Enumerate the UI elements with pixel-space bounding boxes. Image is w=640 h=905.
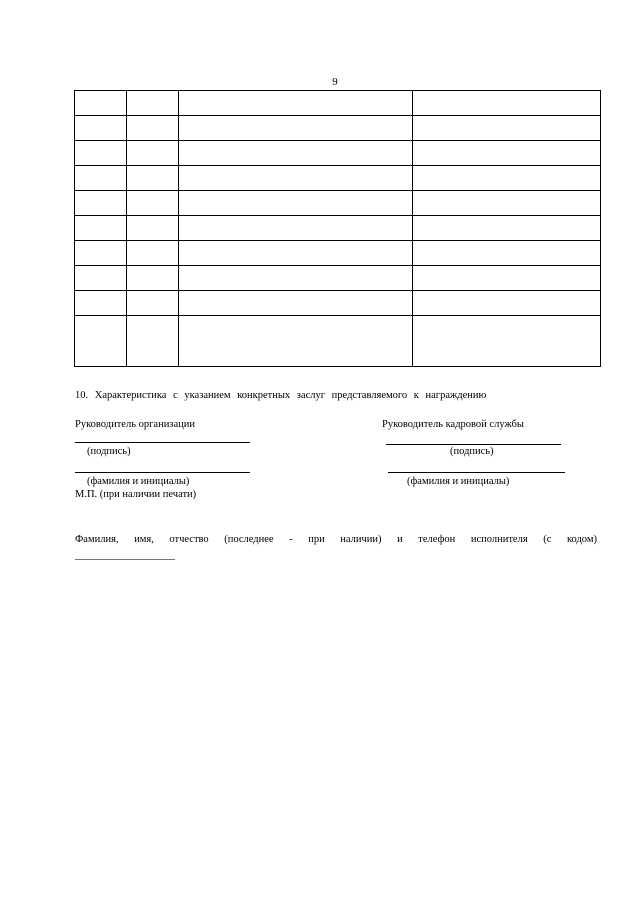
award-table-body <box>75 91 601 367</box>
table-cell <box>179 166 413 191</box>
table-cell <box>75 266 127 291</box>
table-cell <box>179 141 413 166</box>
table-cell <box>413 241 601 266</box>
right-name-line <box>388 472 565 473</box>
right-name-caption: (фамилия и инициалы) <box>407 476 510 487</box>
table-cell <box>127 91 179 116</box>
table-cell <box>127 241 179 266</box>
table-row <box>75 91 601 116</box>
table-cell <box>179 116 413 141</box>
table-cell <box>413 191 601 216</box>
table-cell <box>127 191 179 216</box>
table-row <box>75 166 601 191</box>
table-cell <box>75 141 127 166</box>
table-cell <box>127 166 179 191</box>
table-cell <box>413 216 601 241</box>
left-signature-line <box>75 442 250 443</box>
left-name-caption: (фамилия и инициалы) <box>87 476 190 487</box>
table-cell <box>179 266 413 291</box>
table-cell <box>75 291 127 316</box>
table-cell <box>179 216 413 241</box>
table-cell <box>179 316 413 367</box>
table-row <box>75 191 601 216</box>
table-cell <box>413 266 601 291</box>
table-row <box>75 216 601 241</box>
table-row <box>75 141 601 166</box>
right-signatory-title: Руководитель кадровой службы <box>382 419 524 430</box>
award-data-table <box>74 90 601 367</box>
table-cell <box>75 166 127 191</box>
table-row <box>75 266 601 291</box>
table-cell <box>127 116 179 141</box>
table-cell <box>413 291 601 316</box>
table-cell <box>75 91 127 116</box>
table-cell <box>413 141 601 166</box>
table-cell <box>179 241 413 266</box>
table-cell <box>127 216 179 241</box>
executor-info-line: Фамилия, имя, отчество (последнее - при наличии) и телефон исполнителя (с кодом) <box>75 534 597 545</box>
table-row <box>75 241 601 266</box>
table-cell <box>75 216 127 241</box>
table-cell <box>413 166 601 191</box>
page-number: 9 <box>332 76 338 88</box>
table-cell <box>127 141 179 166</box>
table-cell <box>413 116 601 141</box>
right-signature-line <box>386 444 561 445</box>
table-cell <box>413 316 601 367</box>
table-cell <box>75 316 127 367</box>
table-cell <box>127 266 179 291</box>
table-cell <box>179 191 413 216</box>
table-row <box>75 316 601 367</box>
table-cell <box>127 291 179 316</box>
table-cell <box>413 91 601 116</box>
left-signatory-title: Руководитель организации <box>75 419 195 430</box>
table-cell <box>179 291 413 316</box>
table-row <box>75 291 601 316</box>
left-signature-caption: (подпись) <box>87 446 131 457</box>
executor-blank-line <box>75 559 175 560</box>
table-cell <box>127 316 179 367</box>
left-name-line <box>75 472 250 473</box>
table-cell <box>75 241 127 266</box>
table-cell <box>75 191 127 216</box>
right-signature-caption: (подпись) <box>450 446 494 457</box>
table-cell <box>75 116 127 141</box>
stamp-note: М.П. (при наличии печати) <box>75 489 197 500</box>
table-cell <box>179 91 413 116</box>
section-10-heading: 10. Характеристика с указанием конкретных заслуг представляемого к награждению <box>75 390 487 401</box>
table-row <box>75 116 601 141</box>
